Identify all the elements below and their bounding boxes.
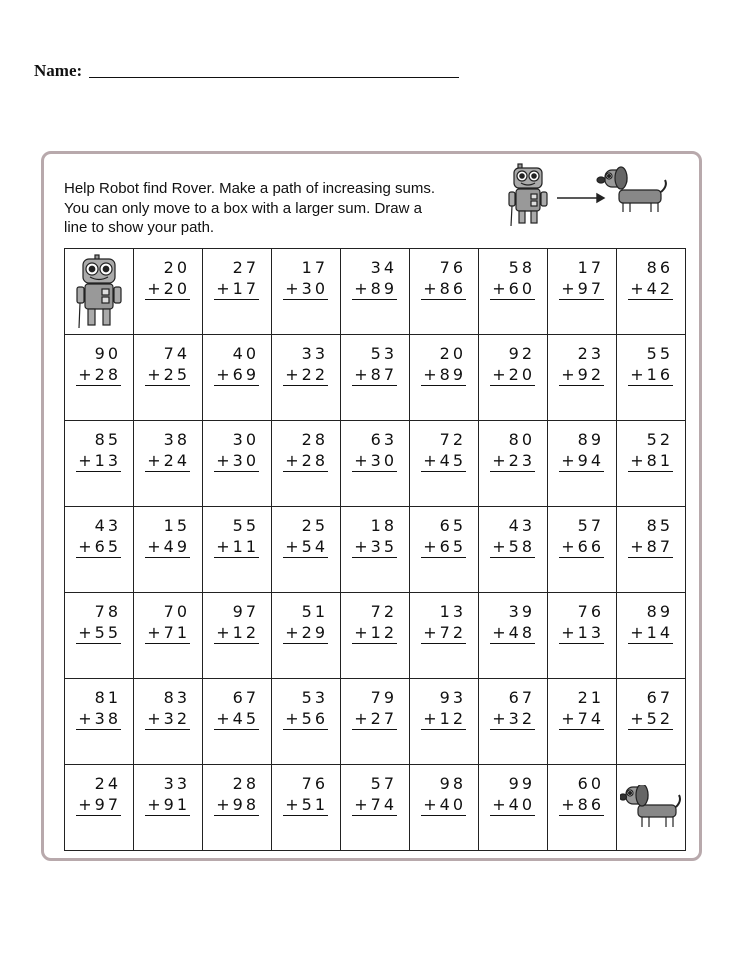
addition-problem: [421, 257, 466, 300]
addend-bottom: +56: [285, 709, 328, 728]
addition-problem: [214, 257, 259, 300]
addend-top: 79: [370, 688, 397, 707]
addend-bottom: +40: [492, 795, 535, 814]
addend-top: 30: [232, 430, 259, 449]
addend-bottom: +32: [147, 709, 190, 728]
addition-problem: [283, 773, 328, 816]
maze-cell[interactable]: [617, 421, 686, 507]
addition-problem: [76, 601, 121, 644]
addend-bottom: +48: [492, 623, 535, 642]
maze-cell[interactable]: [272, 335, 341, 421]
addition-problem: [421, 601, 466, 644]
maze-cell[interactable]: [341, 679, 410, 765]
addition-problem: [145, 515, 190, 558]
addition-problem: [283, 429, 328, 472]
addend-bottom: +17: [216, 279, 259, 298]
maze-cell[interactable]: [410, 249, 479, 335]
addend-top: 86: [646, 258, 673, 277]
addend-top: 85: [646, 516, 673, 535]
maze-cell[interactable]: [134, 249, 203, 335]
addend-top: 89: [577, 430, 604, 449]
maze-cell[interactable]: [134, 421, 203, 507]
addition-problem: [490, 515, 535, 558]
maze-cell[interactable]: [203, 421, 272, 507]
addend-top: 92: [508, 344, 535, 363]
header-illustration: [505, 162, 670, 234]
maze-cell[interactable]: [203, 507, 272, 593]
addition-problem: [559, 515, 604, 558]
name-row: [34, 61, 459, 81]
dog-icon: [620, 785, 682, 833]
addend-top: 65: [439, 516, 466, 535]
instruction-line: You can only move to a box with a larger sum. Draw a: [64, 199, 422, 217]
addend-bottom: +24: [147, 451, 190, 470]
addend-top: 25: [301, 516, 328, 535]
robot-icon: [75, 254, 123, 334]
addend-top: 24: [94, 774, 121, 793]
addend-top: 67: [232, 688, 259, 707]
addend-bottom: +13: [561, 623, 604, 642]
addend-bottom: +54: [285, 537, 328, 556]
addition-problem: [76, 343, 121, 386]
maze-cell[interactable]: [410, 679, 479, 765]
addend-bottom: +86: [561, 795, 604, 814]
maze-cell[interactable]: [272, 765, 341, 851]
addend-top: 17: [577, 258, 604, 277]
addend-bottom: +55: [78, 623, 121, 642]
maze-cell[interactable]: [65, 765, 134, 851]
maze-cell[interactable]: [479, 249, 548, 335]
maze-cell[interactable]: [617, 335, 686, 421]
maze-cell[interactable]: [203, 249, 272, 335]
addend-top: 18: [370, 516, 397, 535]
addend-bottom: +30: [354, 451, 397, 470]
addend-top: 89: [646, 602, 673, 621]
addend-top: 58: [508, 258, 535, 277]
addition-problem: [283, 687, 328, 730]
addend-top: 38: [163, 430, 190, 449]
addend-bottom: +86: [423, 279, 466, 298]
maze-cell[interactable]: [65, 679, 134, 765]
robot-icon: [75, 254, 123, 330]
addend-bottom: +65: [78, 537, 121, 556]
addition-problem: [214, 343, 259, 386]
dog-icon: [620, 785, 682, 829]
addend-bottom: +49: [147, 537, 190, 556]
addend-bottom: +69: [216, 365, 259, 384]
addition-problem: [628, 343, 673, 386]
addend-top: 34: [370, 258, 397, 277]
addition-problem: [559, 343, 604, 386]
addition-problem: [145, 773, 190, 816]
maze-cell[interactable]: [134, 679, 203, 765]
addend-bottom: +35: [354, 537, 397, 556]
maze-cell[interactable]: [272, 507, 341, 593]
addition-problem: [421, 773, 466, 816]
maze-cell[interactable]: [548, 421, 617, 507]
maze-cell[interactable]: [65, 421, 134, 507]
addend-bottom: +72: [423, 623, 466, 642]
addend-bottom: +13: [78, 451, 121, 470]
maze-cell[interactable]: [479, 679, 548, 765]
addend-bottom: +23: [492, 451, 535, 470]
addend-top: 20: [163, 258, 190, 277]
addition-problem: [76, 773, 121, 816]
addition-problem: [76, 515, 121, 558]
addition-problem: [490, 773, 535, 816]
maze-cell[interactable]: [479, 421, 548, 507]
addition-problem: [628, 515, 673, 558]
maze-cell[interactable]: [134, 507, 203, 593]
addend-top: 78: [94, 602, 121, 621]
addition-problem: [283, 343, 328, 386]
addend-top: 28: [232, 774, 259, 793]
addend-top: 57: [577, 516, 604, 535]
addend-top: 53: [370, 344, 397, 363]
addend-bottom: +12: [423, 709, 466, 728]
maze-cell[interactable]: [272, 421, 341, 507]
addend-bottom: +81: [630, 451, 673, 470]
addition-problem: [145, 429, 190, 472]
addition-problem: [490, 257, 535, 300]
addend-top: 20: [439, 344, 466, 363]
addition-problem: [352, 257, 397, 300]
maze-cell[interactable]: [134, 335, 203, 421]
addend-top: 57: [370, 774, 397, 793]
addend-bottom: +30: [216, 451, 259, 470]
maze-cell[interactable]: [341, 593, 410, 679]
addend-top: 99: [508, 774, 535, 793]
addend-bottom: +51: [285, 795, 328, 814]
addend-top: 85: [94, 430, 121, 449]
addend-bottom: +22: [285, 365, 328, 384]
addend-bottom: +28: [78, 365, 121, 384]
addend-top: 76: [577, 602, 604, 621]
addition-problem: [490, 429, 535, 472]
addend-top: 55: [232, 516, 259, 535]
addend-bottom: +58: [492, 537, 535, 556]
addition-problem: [283, 257, 328, 300]
name-line[interactable]: [89, 77, 459, 78]
instruction-line: Help Robot find Rover. Make a path of increasing sums.: [64, 180, 436, 197]
dog-icon: [597, 167, 666, 212]
addend-top: 63: [370, 430, 397, 449]
maze-cell[interactable]: [479, 765, 548, 851]
addend-top: 76: [301, 774, 328, 793]
maze-cell[interactable]: [479, 507, 548, 593]
addend-bottom: +89: [423, 365, 466, 384]
addend-bottom: +32: [492, 709, 535, 728]
addend-bottom: +11: [216, 537, 259, 556]
addend-bottom: +42: [630, 279, 673, 298]
addition-problem: [490, 687, 535, 730]
maze-cell[interactable]: [617, 593, 686, 679]
addition-problem: [283, 515, 328, 558]
maze-cell[interactable]: [617, 507, 686, 593]
addend-top: 67: [508, 688, 535, 707]
maze-cell[interactable]: [548, 249, 617, 335]
addition-problem: [145, 687, 190, 730]
addend-top: 21: [577, 688, 604, 707]
addition-problem: [283, 601, 328, 644]
maze-cell[interactable]: [65, 593, 134, 679]
maze-cell[interactable]: [272, 593, 341, 679]
addend-bottom: +74: [561, 709, 604, 728]
addend-top: 51: [301, 602, 328, 621]
addend-bottom: +38: [78, 709, 121, 728]
addend-top: 53: [301, 688, 328, 707]
addend-top: 70: [163, 602, 190, 621]
maze-cell[interactable]: [203, 335, 272, 421]
addition-problem: [421, 429, 466, 472]
maze-cell[interactable]: [341, 765, 410, 851]
addition-problem: [490, 343, 535, 386]
addend-top: 60: [577, 774, 604, 793]
addend-top: 81: [94, 688, 121, 707]
addend-top: 67: [646, 688, 673, 707]
addend-bottom: +97: [561, 279, 604, 298]
addend-top: 15: [163, 516, 190, 535]
maze-cell[interactable]: [410, 421, 479, 507]
addend-top: 33: [301, 344, 328, 363]
maze-cell[interactable]: [65, 335, 134, 421]
addend-bottom: +45: [423, 451, 466, 470]
addend-top: 93: [439, 688, 466, 707]
start-cell[interactable]: [65, 249, 134, 335]
name-label: Name:: [34, 61, 83, 80]
maze-cell[interactable]: [341, 507, 410, 593]
addend-bottom: +16: [630, 365, 673, 384]
maze-cell[interactable]: [548, 335, 617, 421]
addition-problem: [352, 515, 397, 558]
addend-top: 97: [232, 602, 259, 621]
addend-top: 74: [163, 344, 190, 363]
maze-cell[interactable]: [134, 765, 203, 851]
maze-cell[interactable]: [617, 679, 686, 765]
addition-problem: [628, 429, 673, 472]
addend-top: 23: [577, 344, 604, 363]
addend-top: 72: [439, 430, 466, 449]
maze-cell[interactable]: [410, 765, 479, 851]
addend-bottom: +40: [423, 795, 466, 814]
addition-problem: [214, 773, 259, 816]
maze-cell[interactable]: [341, 249, 410, 335]
addition-problem: [559, 429, 604, 472]
addend-top: 72: [370, 602, 397, 621]
addition-problem: [352, 601, 397, 644]
addend-top: 27: [232, 258, 259, 277]
addition-problem: [421, 343, 466, 386]
addend-top: 43: [508, 516, 535, 535]
maze-cell[interactable]: [410, 335, 479, 421]
addend-bottom: +20: [147, 279, 190, 298]
addend-bottom: +29: [285, 623, 328, 642]
maze-cell[interactable]: [548, 507, 617, 593]
addend-bottom: +87: [630, 537, 673, 556]
addend-bottom: +66: [561, 537, 604, 556]
maze-cell[interactable]: [479, 593, 548, 679]
addition-problem: [421, 515, 466, 558]
addition-problem: [559, 257, 604, 300]
maze-cell[interactable]: [548, 593, 617, 679]
addend-bottom: +45: [216, 709, 259, 728]
finish-cell[interactable]: [617, 765, 686, 851]
addend-bottom: +87: [354, 365, 397, 384]
addition-problem: [628, 601, 673, 644]
maze-cell[interactable]: [203, 765, 272, 851]
maze-cell[interactable]: [203, 679, 272, 765]
addend-bottom: +92: [561, 365, 604, 384]
addition-problem: [559, 773, 604, 816]
addend-bottom: +91: [147, 795, 190, 814]
addition-problem: [214, 687, 259, 730]
maze-cell[interactable]: [410, 593, 479, 679]
addition-problem: [76, 687, 121, 730]
addend-top: 98: [439, 774, 466, 793]
addend-bottom: +74: [354, 795, 397, 814]
addend-bottom: +98: [216, 795, 259, 814]
addition-problem: [628, 257, 673, 300]
instructions: [64, 179, 484, 238]
addition-problem: [559, 601, 604, 644]
addend-bottom: +12: [354, 623, 397, 642]
addend-top: 52: [646, 430, 673, 449]
maze-cell[interactable]: [617, 249, 686, 335]
addition-problem: [214, 601, 259, 644]
maze-cell[interactable]: [341, 335, 410, 421]
addend-bottom: +14: [630, 623, 673, 642]
addend-top: 40: [232, 344, 259, 363]
addition-problem: [352, 773, 397, 816]
addend-top: 76: [439, 258, 466, 277]
addition-problem: [214, 429, 259, 472]
addend-bottom: +71: [147, 623, 190, 642]
addend-top: 17: [301, 258, 328, 277]
addend-bottom: +52: [630, 709, 673, 728]
maze-cell[interactable]: [203, 593, 272, 679]
addend-bottom: +20: [492, 365, 535, 384]
addend-bottom: +65: [423, 537, 466, 556]
addend-bottom: +89: [354, 279, 397, 298]
addition-problem: [490, 601, 535, 644]
robot-icon: [509, 164, 547, 226]
addend-top: 43: [94, 516, 121, 535]
addend-top: 83: [163, 688, 190, 707]
addition-problem: [559, 687, 604, 730]
addend-bottom: +97: [78, 795, 121, 814]
addition-problem: [145, 601, 190, 644]
addition-problem: [214, 515, 259, 558]
addition-problem: [421, 687, 466, 730]
maze-grid: [64, 248, 686, 851]
maze-cell[interactable]: [272, 249, 341, 335]
addend-bottom: +60: [492, 279, 535, 298]
addend-bottom: +27: [354, 709, 397, 728]
maze-cell[interactable]: [134, 593, 203, 679]
maze-cell[interactable]: [272, 679, 341, 765]
addend-bottom: +28: [285, 451, 328, 470]
addition-problem: [76, 429, 121, 472]
addend-top: 80: [508, 430, 535, 449]
addition-problem: [352, 343, 397, 386]
addend-top: 33: [163, 774, 190, 793]
addition-problem: [352, 687, 397, 730]
maze-cell[interactable]: [548, 679, 617, 765]
maze-cell[interactable]: [410, 507, 479, 593]
maze-cell[interactable]: [548, 765, 617, 851]
maze-cell[interactable]: [65, 507, 134, 593]
addend-top: 90: [94, 344, 121, 363]
addition-problem: [145, 257, 190, 300]
addition-problem: [628, 687, 673, 730]
arrow-right-icon: [557, 194, 604, 202]
addend-top: 39: [508, 602, 535, 621]
addend-top: 28: [301, 430, 328, 449]
robot-arrow-dog-icon: [505, 162, 670, 230]
maze-cell[interactable]: [479, 335, 548, 421]
addition-problem: [145, 343, 190, 386]
addend-bottom: +12: [216, 623, 259, 642]
addend-bottom: +25: [147, 365, 190, 384]
addend-top: 13: [439, 602, 466, 621]
instruction-line: line to show your path.: [64, 219, 215, 236]
addend-bottom: +30: [285, 279, 328, 298]
addend-top: 55: [646, 344, 673, 363]
addend-bottom: +94: [561, 451, 604, 470]
maze-cell[interactable]: [341, 421, 410, 507]
addition-problem: [352, 429, 397, 472]
